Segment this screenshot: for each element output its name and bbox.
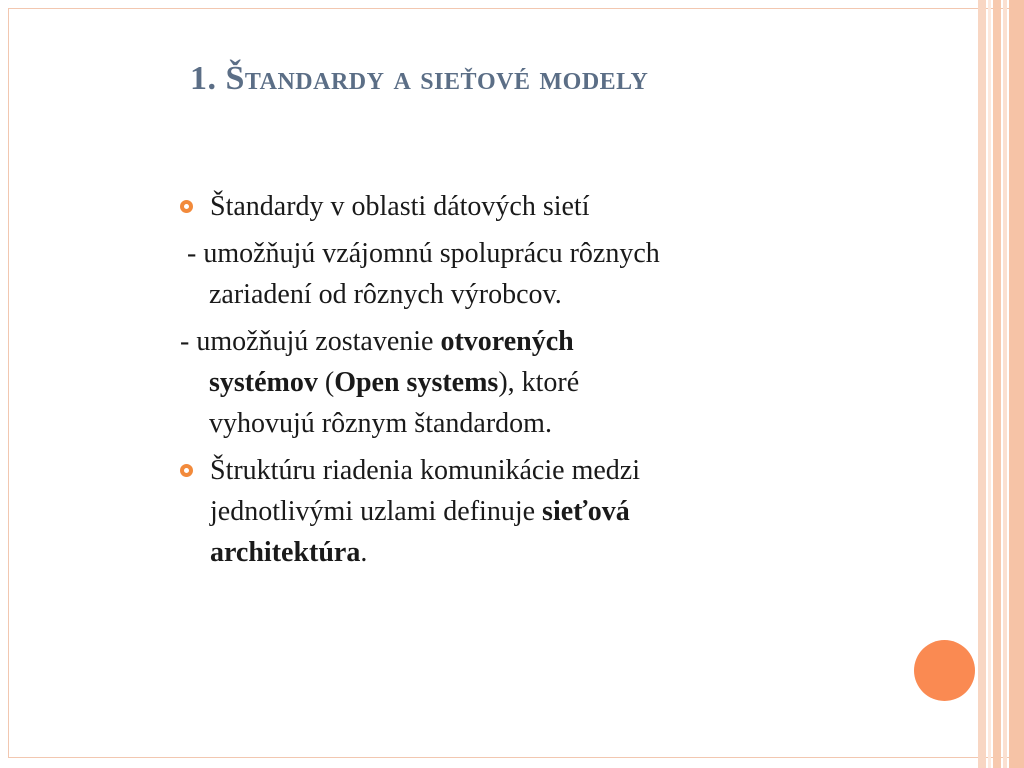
decor-circle bbox=[914, 640, 975, 701]
decor-stripe bbox=[988, 0, 991, 768]
decor-stripe bbox=[978, 0, 986, 768]
bullet-text bbox=[210, 532, 880, 573]
dash-line: - umožňujú vzájomnú spoluprácu rôznych bbox=[180, 238, 660, 269]
dash-line: zariadení od rôznych výrobcov. bbox=[209, 279, 562, 310]
text-fragment: - umožňujú zostavenie bbox=[180, 326, 441, 357]
dash-line bbox=[180, 362, 880, 403]
bold-fragment: architektúra bbox=[210, 537, 361, 568]
text-fragment: . bbox=[360, 537, 368, 568]
dash-item-open-systems bbox=[180, 321, 880, 444]
dash-line: vyhovujú rôznym štandardom. bbox=[209, 408, 552, 439]
text-fragment: jednotlivými uzlami definuje bbox=[210, 496, 543, 527]
text-fragment: ( bbox=[317, 367, 335, 398]
slide-title: 1. Štandardy a sieťové modely bbox=[190, 60, 649, 97]
decor-stripe bbox=[1003, 0, 1007, 768]
bold-fragment: otvorených bbox=[440, 326, 574, 357]
dash-line bbox=[180, 321, 880, 362]
bullet-text: Štandardy v oblasti dátových sietí bbox=[210, 191, 590, 222]
bullet-item-standards bbox=[180, 186, 880, 227]
text-fragment: ), ktoré bbox=[498, 367, 580, 398]
bullet-text bbox=[210, 491, 880, 532]
bullet-ring-icon bbox=[180, 464, 193, 477]
bold-fragment: systémov bbox=[209, 367, 318, 398]
bullet-text: Štruktúru riadenia komunikácie medzi bbox=[210, 455, 640, 486]
bold-fragment: Open systems bbox=[334, 367, 499, 398]
slide-content bbox=[180, 186, 880, 573]
bold-fragment: sieťová bbox=[542, 496, 630, 527]
bullet-item-architecture bbox=[180, 450, 880, 573]
bullet-ring-icon bbox=[180, 200, 193, 213]
dash-item-cooperation bbox=[180, 233, 880, 315]
decor-stripe bbox=[1009, 0, 1024, 768]
decor-stripe bbox=[993, 0, 1001, 768]
